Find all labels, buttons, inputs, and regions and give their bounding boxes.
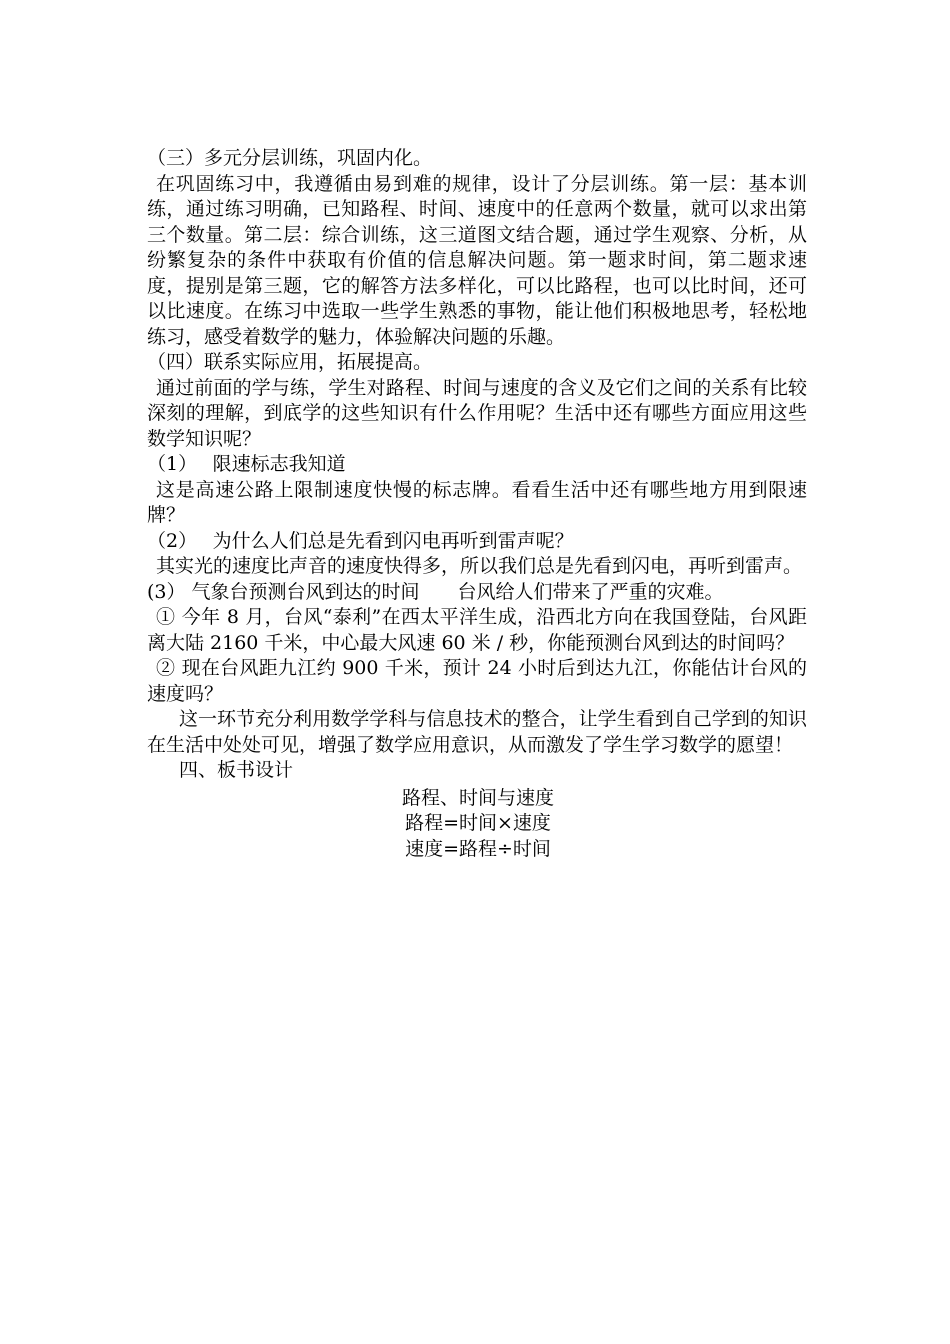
board-design (147, 786, 807, 863)
answer-2: 其实光的速度比声音的速度快得多，所以我们总是先看到闪电，再听到雷声。 (156, 555, 803, 577)
question-3: (3） 气象台预测台风到达的时间 台风给人们带来了严重的灾难。 (147, 580, 724, 603)
question-1: （1） 限速标志我知道 (147, 453, 346, 475)
answer-1: 这是高速公路上限制速度快慢的标志牌。看看生活中还有哪些地方用到限速牌？ (147, 478, 807, 526)
paragraph-summary: 这一环节充分利用数学学科与信息技术的整合，让学生看到自己学到的知识在生活中处处可见，增强了数学应用意识，从而激发了学生学习数学的愿望！ (147, 708, 807, 756)
board-formula-speed: 速度=路程÷时间 (405, 837, 551, 860)
section-heading-board: 四、板书设计 (179, 759, 294, 781)
paragraph-layered-training: 在巩固练习中，我遵循由易到难的规律，设计了分层训练。第一层：基本训练，通过练习明确，已知路程、时间、速度中的任意两个数量，就可以求出第三个数量。第二层：综合训练，这三道图文结合题，通过学生观察、分析，从纷繁复杂的条件中获取有价值的信息解决问题。第一题求时间，第二题求速度，提别是第三题，它的解答方法多样化，可以比路程，也可以比时间，还可以比速度。在练习中选取一些学生熟悉的事物，能让他们积极地思考，轻松地练习，感受着数学的魅力，体验解决问题的乐趣。 (147, 172, 807, 348)
document-body (147, 146, 807, 862)
sub-question-1: ① 今年 8 月，台风“泰利”在西太平洋生成，沿西北方向在我国登陆，台风距离大陆 2160 千米，中心最大风速 60 米 / 秒，你能预测台风到达的时间吗？ (147, 606, 807, 654)
section-heading-3: （三）多元分层训练，巩固内化。 (147, 147, 433, 169)
board-title: 路程、时间与速度 (401, 786, 554, 809)
section-heading-4: （四）联系实际应用，拓展提高。 (147, 351, 433, 373)
sub-question-2: ② 现在台风距九江约 900 千米，预计 24 小时后到达九江，你能估计台风的速度吗？ (147, 657, 807, 705)
question-2: （2） 为什么人们总是先看到闪电再听到雷声呢？ (147, 529, 574, 552)
board-formula-distance: 路程=时间×速度 (405, 812, 551, 834)
paragraph-application-intro: 通过前面的学与练，学生对路程、时间与速度的含义及它们之间的关系有比较深刻的理解，到底学的这些知识有什么作用呢？生活中还有哪些方面应用这些数学知识呢？ (147, 376, 807, 450)
